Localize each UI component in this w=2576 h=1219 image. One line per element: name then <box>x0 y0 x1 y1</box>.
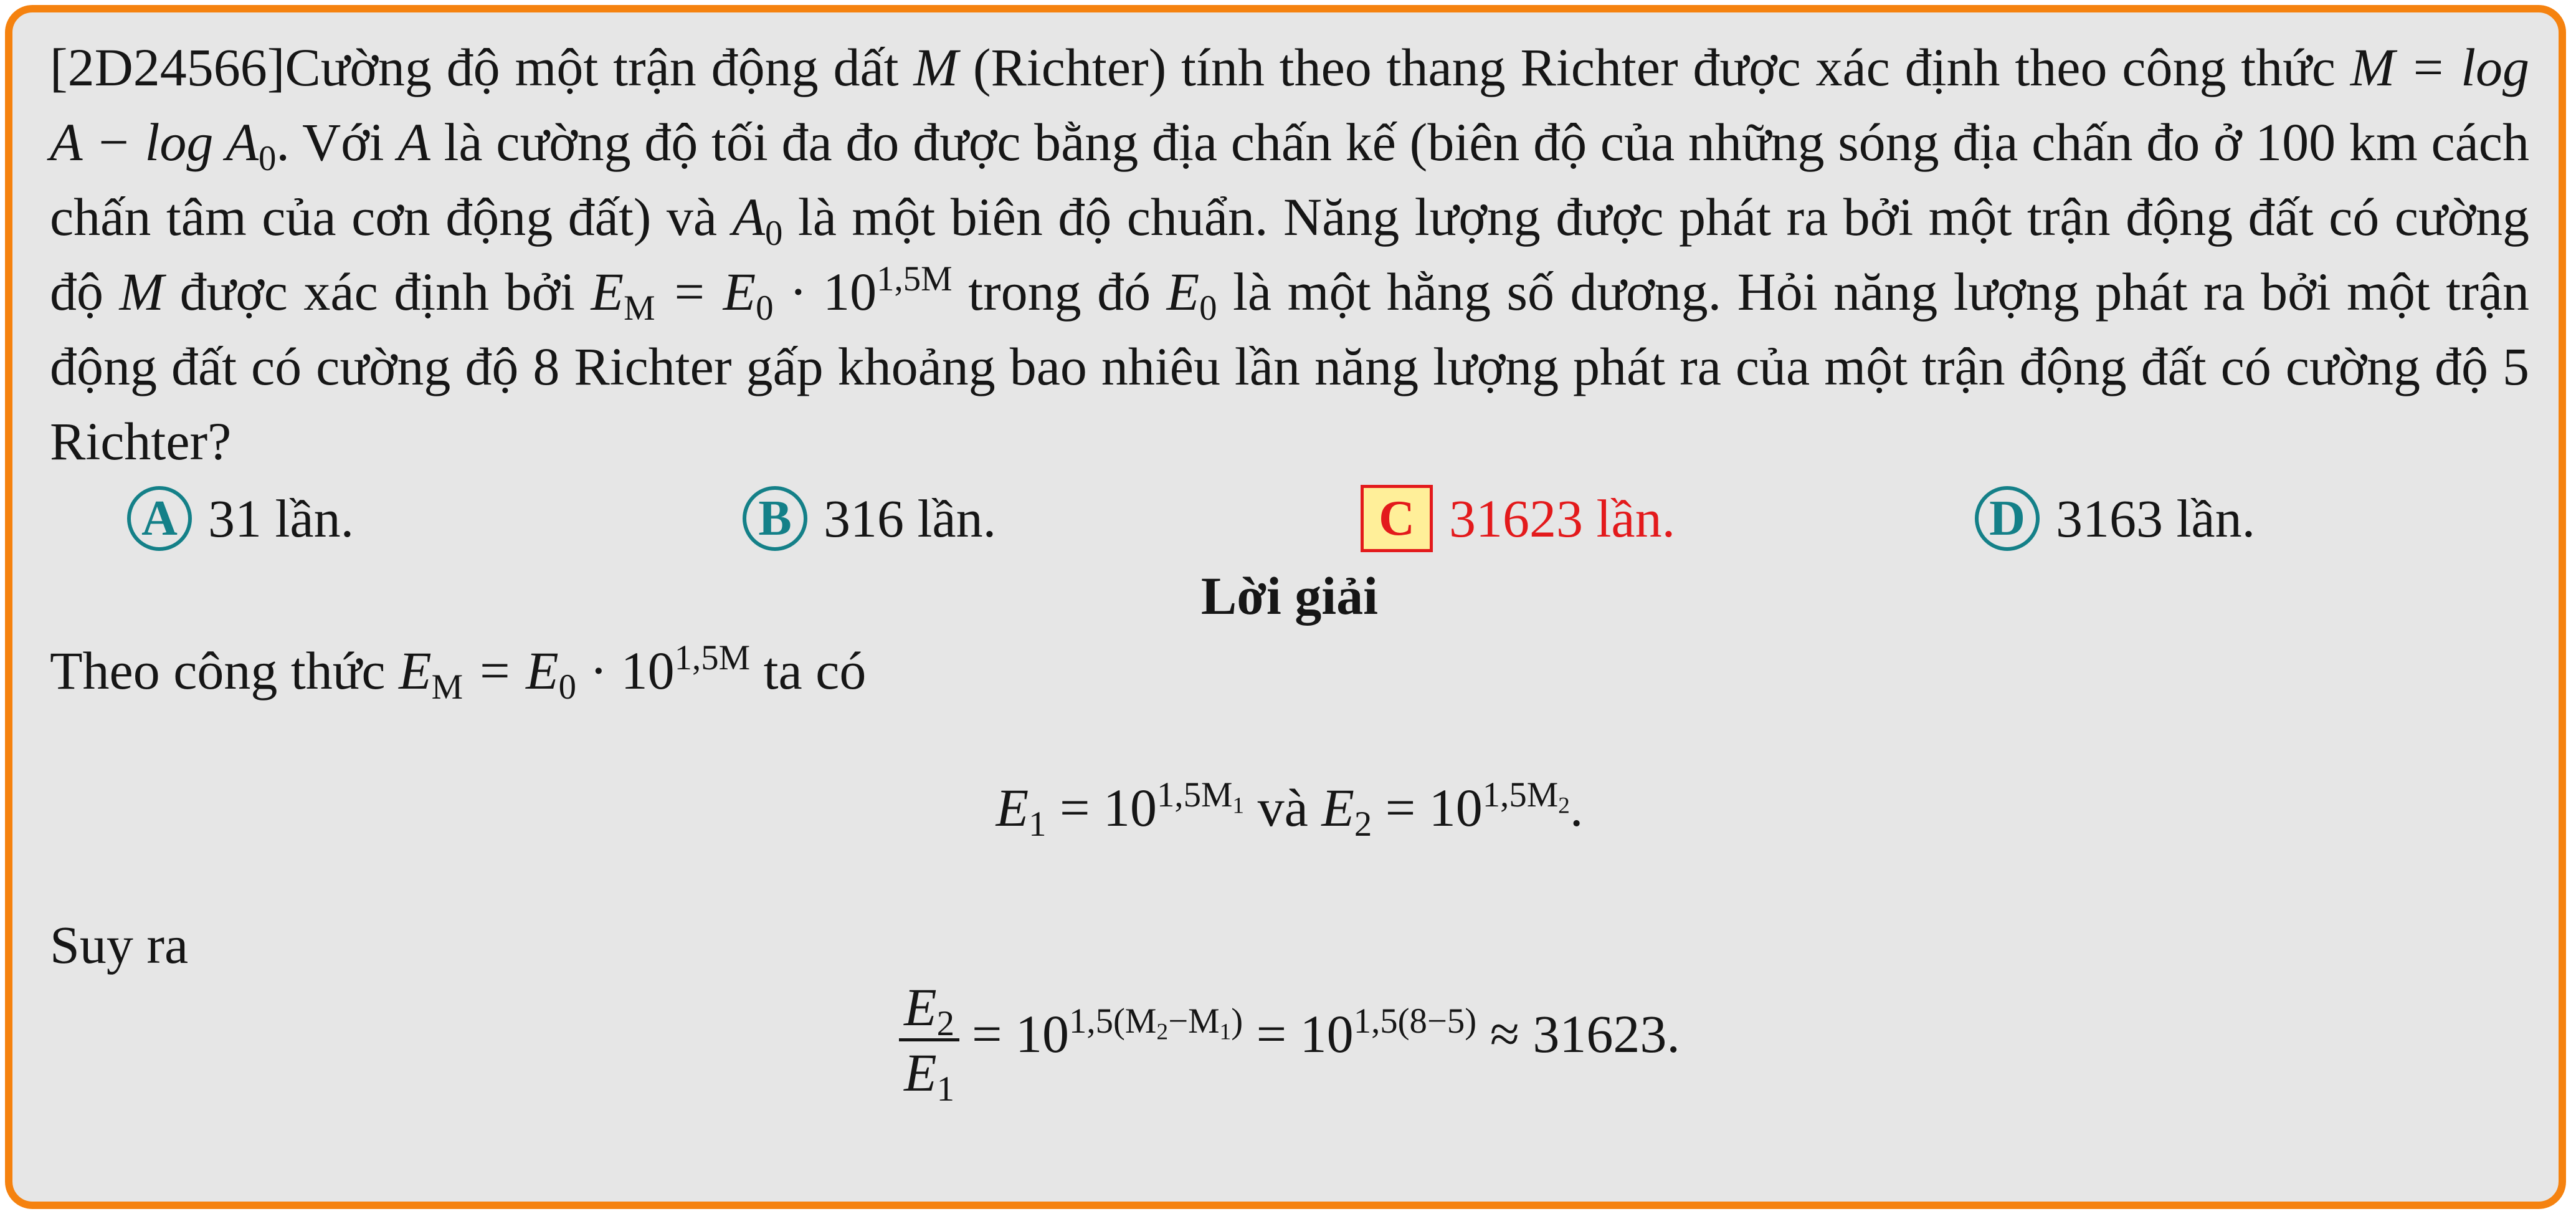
problem-text: là một hằng số dương. Hỏi năng lượng phát ra bởi một trận động đất có cường độ 8 Richter gấp khoảng bao nhiêu lần năng lượng phát ra của một trận động đất có cường độ 5 Richter? <box>50 262 2530 471</box>
math-var: E <box>1321 778 1354 838</box>
math-sub: M <box>431 667 463 707</box>
problem-text: . Với <box>276 112 398 172</box>
problem-statement <box>50 30 2529 479</box>
question-card <box>5 5 2566 1209</box>
problem-code: [2D24566] <box>50 37 285 97</box>
math-sup-text: ) <box>1231 1001 1243 1041</box>
fraction-denominator <box>899 1041 959 1109</box>
fraction-numerator <box>899 976 959 1041</box>
math-var: = E <box>463 641 559 700</box>
math-var: A <box>397 112 430 172</box>
math-op: = 10 <box>1046 778 1157 838</box>
choice-c-correct[interactable] <box>1361 479 1675 558</box>
choice-b-letter: B <box>743 486 807 551</box>
math-sup <box>1157 775 1245 819</box>
equation-ratio <box>50 976 2529 1109</box>
math-var: M <box>119 262 164 322</box>
math-sub: 2 <box>1558 793 1570 819</box>
math-sup: 1,5(8−5) <box>1353 1001 1477 1041</box>
question-content <box>50 30 2530 1109</box>
math-var: E <box>591 262 624 322</box>
math-op: = 10 <box>972 1004 1070 1064</box>
choice-c-letter: C <box>1361 485 1433 552</box>
choice-a-text: 31 lần. <box>208 489 354 548</box>
math-sub: 1 <box>1232 793 1245 819</box>
math-var: A <box>732 187 766 247</box>
math-sup-text: 1,5(M <box>1069 1001 1157 1041</box>
solution-text: ta có <box>750 641 867 700</box>
problem-text: trong đó <box>952 262 1167 322</box>
math-op: . <box>1569 778 1584 838</box>
math-var: E <box>904 1043 937 1102</box>
math-var: E <box>996 778 1029 838</box>
math-sup <box>1069 1001 1243 1045</box>
choice-b[interactable] <box>743 479 996 558</box>
math-sub: 1 <box>936 1069 955 1109</box>
math-sub: 2 <box>936 1003 955 1043</box>
solution-title: Lời giải <box>1200 566 1379 626</box>
math-sub: M <box>624 288 655 328</box>
choice-b-text: 316 lần. <box>824 489 997 548</box>
math-var: M <box>913 37 958 97</box>
math-sup-text: 1,5M <box>1482 775 1559 815</box>
math-sub: 2 <box>1354 804 1372 844</box>
math-var: E <box>904 977 937 1037</box>
suy-ra-label: Suy ra <box>50 915 189 975</box>
solution-intro <box>50 633 2529 708</box>
math-op: = 10 <box>1372 778 1483 838</box>
math-sub: 0 <box>558 667 577 707</box>
math-op: = 10 <box>1243 1004 1354 1064</box>
math-sup: 1,5M <box>877 259 953 299</box>
choice-d[interactable] <box>1975 479 2255 558</box>
problem-text: là cường độ tối đa đo được bằng địa chấn kế (biên độ của những sóng địa chấn đo ở 100 km cách chấn tâm của cơn động đất) và <box>50 112 2529 247</box>
math-op: ≈ 31623. <box>1476 1004 1680 1064</box>
math-sub: 2 <box>1156 1019 1169 1045</box>
math-sub: 0 <box>1199 288 1217 328</box>
choice-d-text: 3163 lần. <box>2056 489 2256 548</box>
math-sub: 0 <box>259 138 277 178</box>
formula-richter: M = log A − log A <box>50 37 2529 172</box>
math-sup: 1,5M <box>674 638 751 677</box>
solution-text: Theo công thức <box>50 641 399 700</box>
math-sup-text: 1,5M <box>1157 775 1233 815</box>
choice-d-letter: D <box>1975 486 2040 551</box>
math-op: · 10 <box>576 641 675 700</box>
math-sub: 1 <box>1219 1019 1232 1045</box>
math-op: · 10 <box>773 262 877 322</box>
choice-c-text: 31623 lần. <box>1449 489 1676 548</box>
choice-a-letter: A <box>127 486 192 551</box>
math-var: = E <box>655 262 756 322</box>
math-var: E <box>399 641 432 700</box>
math-sub: 1 <box>1029 804 1047 844</box>
answer-choices <box>50 479 2529 558</box>
choice-a[interactable] <box>127 479 354 558</box>
fraction <box>899 976 959 1109</box>
math-sub: 0 <box>765 213 783 253</box>
problem-text: (Richter) tính theo thang Richter được xác định theo công thức <box>958 37 2350 97</box>
solution-text: và <box>1244 778 1322 838</box>
problem-text: là một biên độ chuẩn. Năng lượng được phát ra bởi một trận động đất có cường độ <box>50 187 2529 322</box>
equation-e1-e2 <box>50 770 2529 845</box>
problem-text: Cường độ một trận động dất <box>285 37 914 97</box>
math-sub: 0 <box>756 288 774 328</box>
problem-text: được xác định bởi <box>164 262 591 322</box>
math-sup <box>1482 775 1570 819</box>
math-sup-text: −M <box>1168 1001 1220 1041</box>
math-var: E <box>1166 262 1200 322</box>
